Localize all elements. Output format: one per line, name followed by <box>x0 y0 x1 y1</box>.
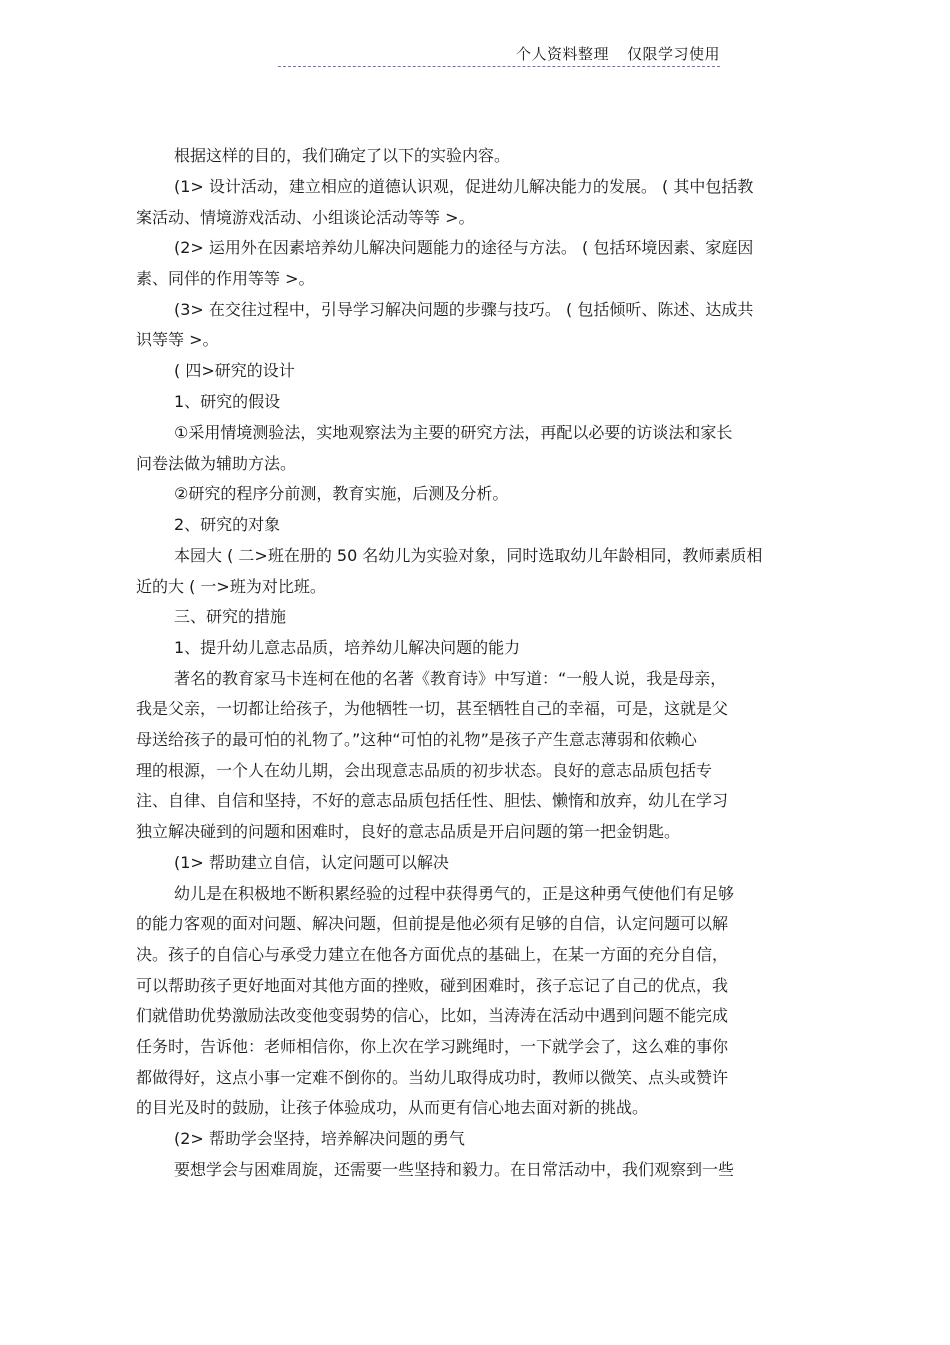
text-line: 本园大 ( 二>班在册的 50 名幼儿为实验对象，同时选取幼儿年龄相同，教师素质相 <box>174 546 763 565</box>
text-line: 识等等 >。 <box>136 330 219 349</box>
text-line: (3> 在交往过程中，引导学习解决问题的步骤与技巧。 ( 包括倾听、陈述、达成共 <box>174 300 754 319</box>
text-line: ①采用情境测验法，实地观察法为主要的研究方法，再配以必要的访谈法和家长 <box>174 423 733 442</box>
text-line: 都做得好，这点小事一定难不倒你的。当幼儿取得成功时，教师以微笑、点头或赞许 <box>136 1068 729 1087</box>
text-line: (1> 设计活动，建立相应的道德认识观，促进幼儿解决能力的发展。 ( 其中包括教 <box>174 177 754 196</box>
text-line: 决。孩子的自信心与承受力建立在他各方面优点的基础上，在某一方面的充分自信， <box>136 945 729 964</box>
text-line: 问卷法做为辅助方法。 <box>136 454 297 473</box>
text-line: 著名的教育家马卡连柯在他的名著《教育诗》中写道：“一般人说，我是母亲， <box>174 669 727 688</box>
text-line: 们就借助优势激励法改变他变弱势的信心，比如，当涛涛在活动中遇到问题不能完成 <box>136 1006 729 1025</box>
text-line: 的目光及时的鼓励，让孩子体验成功，从而更有信心地去面对新的挑战。 <box>136 1098 649 1117</box>
subsection-heading: 1、研究的假设 <box>174 392 281 411</box>
subsection-heading: (1> 帮助建立自信，认定问题可以解决 <box>174 853 449 872</box>
text-line: 母送给孩子的最可怕的礼物了。”这种“可怕的礼物”是孩子产生意志薄弱和依赖心 <box>136 730 697 749</box>
subsection-heading: (2> 帮助学会坚持，培养解决问题的勇气 <box>174 1129 465 1148</box>
text-line: 独立解决碰到的问题和困难时，良好的意志品质是开启问题的第一把金钥匙。 <box>136 822 681 841</box>
header-left-text: 个人资料整理 <box>515 45 609 63</box>
text-line: (2> 运用外在因素培养幼儿解决问题能力的途径与方法。 ( 包括环境因素、家庭因 <box>174 238 754 257</box>
text-line: 理的根源，一个人在幼儿期，会出现意志品质的初步状态。良好的意志品质包括专 <box>136 761 713 780</box>
section-heading: 三、研究的措施 <box>174 607 287 626</box>
text-line: 近的大 ( 一>班为对比班。 <box>136 577 326 596</box>
text-line: 案活动、情境游戏活动、小组谈论活动等等 >。 <box>136 208 475 227</box>
text-line: 注、自律、自信和坚持，不好的意志品质包括任性、胆怯、懒惰和放弃，幼儿在学习 <box>136 791 729 810</box>
text-line: 素、同伴的作用等等 >。 <box>136 269 315 288</box>
text-line: 任务时，告诉他：老师相信你，你上次在学习跳绳时，一下就学会了，这么难的事你 <box>136 1037 729 1056</box>
text-line: 要想学会与困难周旋，还需要一些坚持和毅力。在日常活动中，我们观察到一些 <box>174 1160 735 1179</box>
page-header <box>278 44 720 67</box>
text-line: 我是父亲，一切都让给孩子，为他牺牲一切，甚至牺牲自己的幸福，可是，这就是父 <box>136 699 729 718</box>
text-line: 幼儿是在积极地不断积累经验的过程中获得勇气的，正是这种勇气使他们有足够 <box>174 884 735 903</box>
subsection-heading: 2、研究的对象 <box>174 515 281 534</box>
text-line: 根据这样的目的，我们确定了以下的实验内容。 <box>174 146 511 165</box>
subsection-heading: 1、提升幼儿意志品质，培养幼儿解决问题的能力 <box>174 638 521 657</box>
text-line: 的能力客观的面对问题、解决问题，但前提是他必须有足够的自信，认定问题可以解 <box>136 914 729 933</box>
text-line: 可以帮助孩子更好地面对其他方面的挫败，碰到困难时，孩子忘记了自己的优点，我 <box>136 976 729 995</box>
header-right-text: 仅限学习使用 <box>626 45 720 63</box>
text-line: ②研究的程序分前测，教育实施，后测及分析。 <box>174 484 509 503</box>
section-heading: ( 四>研究的设计 <box>174 361 295 380</box>
